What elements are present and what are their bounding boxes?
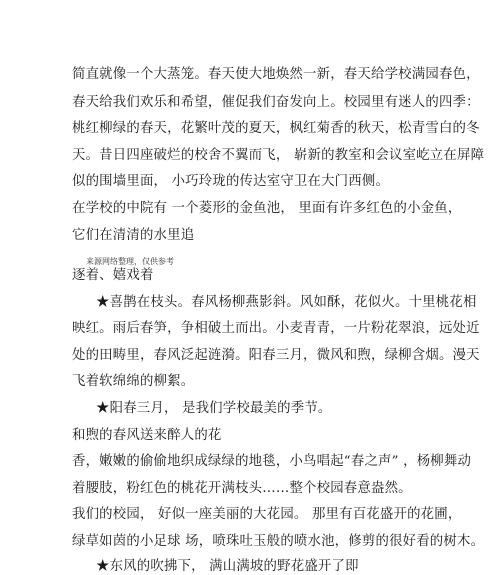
paragraph-line-7: 它们在清清的水里追 xyxy=(72,228,195,243)
paragraph-line-9: 映红。雨后春笋，争相破土而出。小麦青青，一片粉花翠浪，远处近 xyxy=(72,321,480,336)
star-paragraph-line-2: ★阳春三月， 是我们学校最美的季节。 xyxy=(96,401,332,416)
star-paragraph-line-1: ★喜鹊在枝头。春风杨柳燕影斜。风如酥，花似火。十里桃花相 xyxy=(96,295,477,310)
paragraph-line-16: 绿草如茵的小足球 场，喷珠吐玉般的喷水池，修剪的很好看的树木。 xyxy=(72,534,485,549)
paragraph-line-14: 着腰肢，粉红色的桃花开满枝头……整个校园春意盎然。 xyxy=(72,481,412,496)
paragraph-line-2: 春天给我们欢乐和希望，催促我们奋发向上。校园里有迷人的四季： xyxy=(72,95,480,110)
source-note: 来源网络整理，仅供参考 xyxy=(86,257,174,266)
paragraph-line-15: 我们的校园， 好似一座美丽的大花园。 那里有百花盛开的花圃， xyxy=(72,507,462,522)
paragraph-line-13: 香，嫩嫩的偷偷地织成绿绿的地毯，小鸟唱起“春之声” ，杨柳舞动 xyxy=(72,454,472,469)
paragraph-line-4: 天。昔日四座破烂的校舍不翼而飞， 崭新的教室和会议室屹立在屏障 xyxy=(72,148,485,163)
paragraph-line-12: 和煦的春风送来醉人的花 xyxy=(72,428,222,443)
paragraph-line-1: 简直就像一个大蒸笼。春天使大地焕然一新，春天给学校满园春色， xyxy=(72,67,480,82)
paragraph-line-11: 飞着软绵绵的柳絮。 xyxy=(72,374,195,389)
paragraph-line-5: 似的围墙里面， 小巧玲珑的传达室守卫在大门西侧。 xyxy=(72,174,390,189)
paragraph-line-8: 逐着、嬉戏着 xyxy=(72,268,154,283)
paragraph-line-6: 在学校的中院有 一个菱形的金鱼池， 里面有许多红色的小金鱼， xyxy=(72,201,462,216)
paragraph-line-10: 处的田畴里，春风泛起涟漪。阳春三月，微风和煦，绿柳含烟。漫天 xyxy=(72,348,480,363)
star-paragraph-line-3: ★东风的吹拂下， 满山满坡的野花盛开了即 xyxy=(96,559,359,574)
paragraph-line-3: 桃红柳绿的春天，花繁叶茂的夏天，枫红菊香的秋天，松青雪白的冬 xyxy=(72,121,480,136)
